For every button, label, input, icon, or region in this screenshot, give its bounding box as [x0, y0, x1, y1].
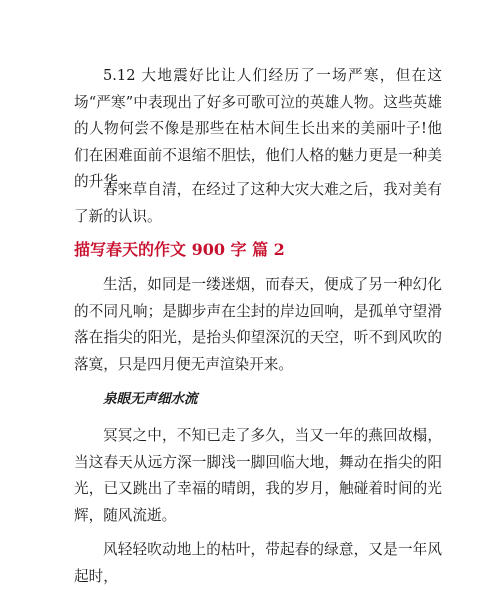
- body-paragraph-spring-return: 冥冥之中，不知已走了多久，当又一年的燕回故榻，当这春天从远方深一脚浅一脚回临大地，舞动在指尖的阳光，已又跳出了幸福的晴朗，我的岁月，触碰着时间的光辉，随风流逝。: [74, 427, 442, 524]
- body-paragraph-life: 生活，如同是一缕迷烟，而春天，便成了另一种幻化的不同凡响；是脚步声在尘封的岸边回响，是孤单守望滑落在指尖的阳光，是抬头仰望深沉的天空，听不到风吹的落寞，只是四月便无声渲染开来。: [74, 276, 442, 373]
- body-paragraph-wind: 风轻轻吹动地上的枯叶，带起春的绿意，又是一年风起时，: [74, 541, 442, 585]
- section-heading: 描写春天的作文 900 字 篇 2: [74, 240, 285, 259]
- body-paragraph-earthquake: 5.12 大地震好比让人们经历了一场严寒，但在这场“严寒”中表现出了好多可歌可泣的英雄人物。这些英雄的人物何尝不像是那些在枯木间生长出来的美丽叶子!他们在困难面前不退缩不胆怯，他们人格的魅力更是一种美的升华。: [74, 67, 442, 190]
- body-paragraph-new-understanding: 春来草自清，在经过了这种大灾大难之后，我对美有了新的认识。: [74, 181, 442, 225]
- subheading: 泉眼无声细水流: [103, 391, 198, 407]
